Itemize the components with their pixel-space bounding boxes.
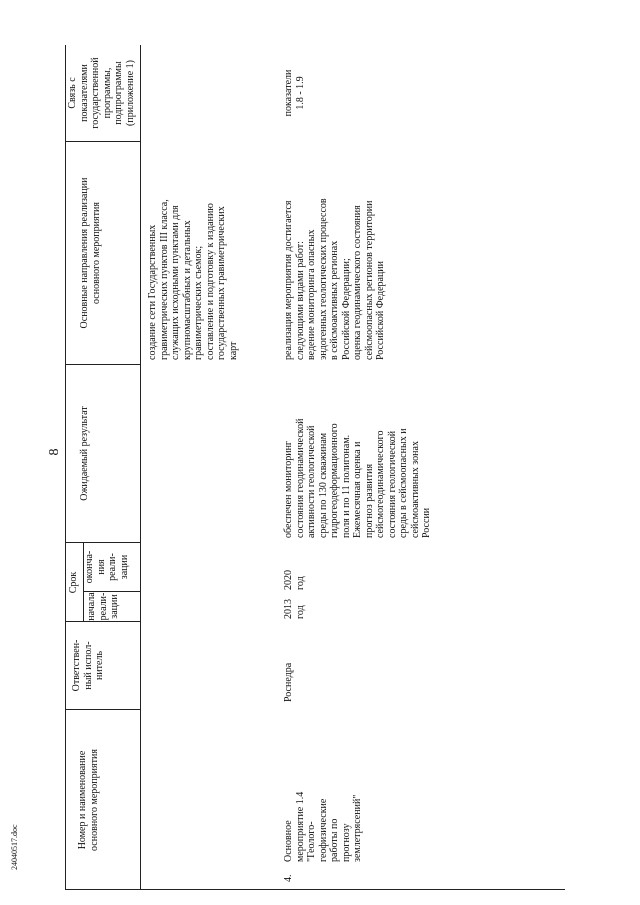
row-result: обеспечен мониторинг состояния геодинамической активности геологической среды по 130 скважинам гидрогеодеформационного поля и по 11 полигонам. Ежемесячная оценка и прогноз развития сейсмогеодинамического состояния геологической среды в сейсмоопасных и сейсмоактивных зонах России [283, 418, 432, 538]
row-executor: Роснедра [283, 662, 294, 702]
page-number: 8 [47, 448, 62, 456]
table-left-border [65, 889, 565, 890]
header-link: Связь с показателями государственной программы, подпрограммы (приложение 1) [67, 57, 136, 129]
row-link: показатели 1.8 - 1.9 [283, 69, 306, 117]
row-end: 2020 год [283, 570, 306, 590]
row-name: Основное мероприятие 1.4 "Геолого- геофизические работы по прогнозу землетрясений" [283, 791, 363, 862]
column-divider [65, 364, 140, 365]
continuation-directions: создание сети Государственных гравиметрических пунктов III класса, служащих исходными пунктами для крупномасштабных и детальных гравиметрических съемок; составление и подготовку к изданию государственных гравиметрических карт [147, 199, 239, 360]
row-number: 4. [283, 874, 294, 882]
row-directions: реализация мероприятия достигается следующими видами работ: ведение мониторинга опасных эндогенных геологических процессов в сейсмоактивных регионах Российской Федерации; оценка геодинамического состояния сейсмоопасных регионов территории Российской Федерации [283, 198, 386, 360]
header-bottom-border [140, 45, 141, 890]
row-start: 2013 год [283, 599, 306, 619]
column-divider [65, 141, 140, 142]
header-directions: Основные направления реализации основного мероприятия [79, 177, 102, 329]
header-term: Срок [68, 571, 79, 594]
table-top-border [65, 45, 66, 890]
header-end: оконча- ния реали- зации [84, 550, 130, 584]
rotated-table [65, 45, 565, 890]
header-number-name: Номер и наименование основного мероприятия [77, 749, 100, 851]
header-executor: Ответствен- ный испол- нитель [71, 639, 105, 692]
header-result: Ожидаемый результат [79, 406, 90, 501]
header-start: начала реали- зации [86, 592, 120, 621]
document-footer: 24040517.doc [10, 824, 19, 870]
